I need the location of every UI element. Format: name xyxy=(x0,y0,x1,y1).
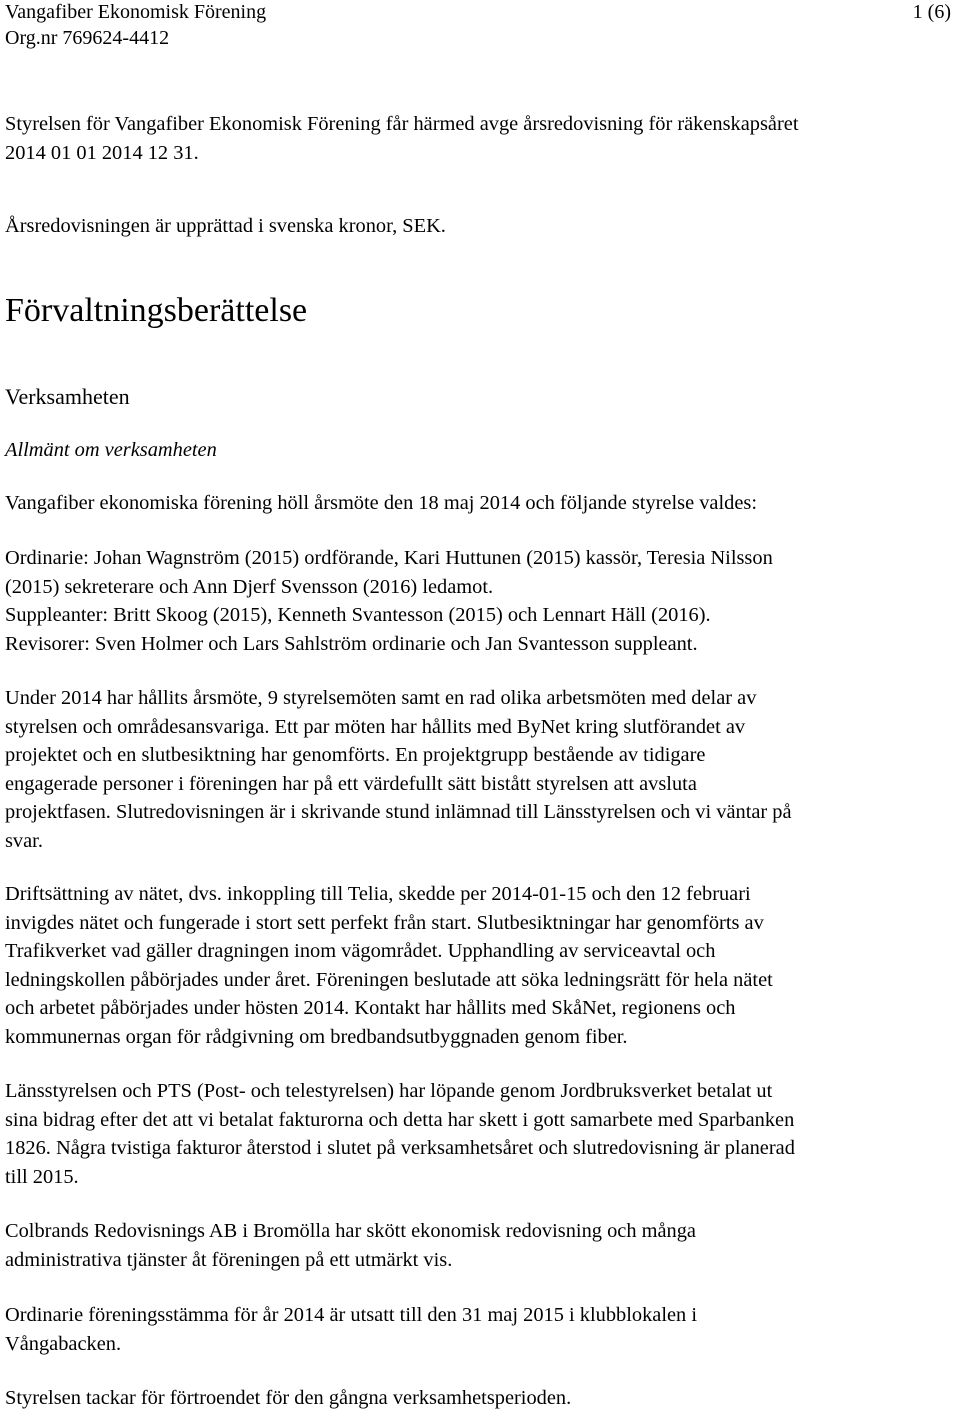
section-heading: Verksamheten xyxy=(5,384,130,409)
paragraph-line: till 2015. xyxy=(5,1165,79,1188)
document-title: Förvaltningsberättelse xyxy=(5,292,308,329)
section-subheading: Allmänt om verksamheten xyxy=(5,439,217,461)
paragraph-line: projektfasen. Slutredovisningen är i skrivande stund inlämnad till Länsstyrelsen och vi väntar på xyxy=(5,801,792,824)
intro-line: Styrelsen för Vangafiber Ekonomisk Förening får härmed avge årsredovisning för räkenskapsåret xyxy=(5,113,799,135)
thanks-paragraph xyxy=(5,1384,955,1413)
currency-note xyxy=(5,212,955,241)
document-header xyxy=(5,0,266,51)
accounting-paragraph xyxy=(5,1217,955,1274)
organization-number: Org.nr 769624-4412 xyxy=(5,27,170,49)
paragraph-line: Colbrands Redovisnings AB i Bromölla har skött ekonomisk redovisning och många xyxy=(5,1220,696,1242)
paragraph-line: Trafikverket vad gäller dragningen inom vägområdet. Upphandling av serviceavtal och xyxy=(5,940,716,963)
paragraph-line: Suppleanter: Britt Skoog (2015), Kenneth Svantesson (2015) och Lennart Häll (2016). xyxy=(5,604,711,627)
paragraph-line: projektet och en slutbesiktning har genomförts. En projektgrupp bestående av tidigare xyxy=(5,744,706,767)
annual-meeting-paragraph xyxy=(5,1301,955,1358)
paragraph-line: engagerade personer i föreningen har på ett värdefullt sätt bistått styrelsen att avsluta xyxy=(5,772,697,795)
paragraph-line: Länsstyrelsen och PTS (Post- och telestyrelsen) har löpande genom Jordbruksverket betalat ut xyxy=(5,1080,773,1102)
paragraph-line: Under 2014 har hållits årsmöte, 9 styrelsemöten samt en rad olika arbetsmöten med delar av xyxy=(5,687,757,709)
board-paragraph xyxy=(5,544,955,658)
intro-paragraph xyxy=(5,110,955,167)
paragraph-line: svar. xyxy=(5,829,43,852)
election-paragraph xyxy=(5,489,955,518)
paragraph-line: Revisorer: Sven Holmer och Lars Sahlström ordinarie och Jan Svantesson suppleant. xyxy=(5,632,698,655)
paragraph-line: (2015) sekreterare och Ann Djerf Svensson (2016) ledamot. xyxy=(5,575,494,598)
paragraph-line: sina bidrag efter det att vi betalat fakturorna och detta har skett i gott samarbete med Sparbanken xyxy=(5,1108,795,1131)
paragraph-line: kommunernas organ för rådgivning om bredbandsutbyggnaden genom fiber. xyxy=(5,1025,628,1048)
paragraph-line: styrelsen och områdesansvariga. Ett par möten har hållits med ByNet kring slutförandet av xyxy=(5,715,746,738)
page-indicator: 1 (6) xyxy=(912,1,951,23)
operation-paragraph xyxy=(5,880,955,1052)
paragraph-line: ledningskollen påbörjades under året. Föreningen beslutade att söka ledningsrätt för hela nätet xyxy=(5,968,773,991)
organization-name: Vangafiber Ekonomisk Förening xyxy=(5,1,267,23)
paragraph-line: Styrelsen tackar för förtroendet för den gångna verksamhetsperioden. xyxy=(5,1387,572,1409)
currency-note-text: Årsredovisningen är upprättad i svenska kronor, SEK. xyxy=(5,215,446,237)
county-paragraph xyxy=(5,1077,955,1191)
paragraph-line: Driftsättning av nätet, dvs. inkoppling till Telia, skedde per 2014-01-15 och den 12 februari xyxy=(5,883,751,905)
paragraph-line: administrativa tjänster åt föreningen på ett utmärkt vis. xyxy=(5,1248,453,1271)
paragraph-line: Ordinarie: Johan Wagnström (2015) ordförande, Kari Huttunen (2015) kassör, Teresia Nilsson xyxy=(5,547,773,569)
paragraph-line: 1826. Några tvistiga fakturor återstod i slutet på verksamhetsåret och slutredovisning är planerad xyxy=(5,1137,795,1160)
paragraph-line: Vangafiber ekonomiska förening höll årsmöte den 18 maj 2014 och följande styrelse valdes: xyxy=(5,492,757,514)
paragraph-line: Vångabacken. xyxy=(5,1332,122,1355)
paragraph-line: och arbetet påbörjades under hösten 2014. Kontakt har hållits med SkåNet, regionens och xyxy=(5,997,736,1020)
meetings-paragraph xyxy=(5,684,955,856)
paragraph-line: invigdes nätet och fungerade i stort sett perfekt från start. Slutbesiktningar har genomförts av xyxy=(5,911,764,934)
intro-line: 2014 01 01 2014 12 31. xyxy=(5,141,199,164)
paragraph-line: Ordinarie föreningsstämma för år 2014 är utsatt till den 31 maj 2015 i klubblokalen i xyxy=(5,1304,697,1326)
